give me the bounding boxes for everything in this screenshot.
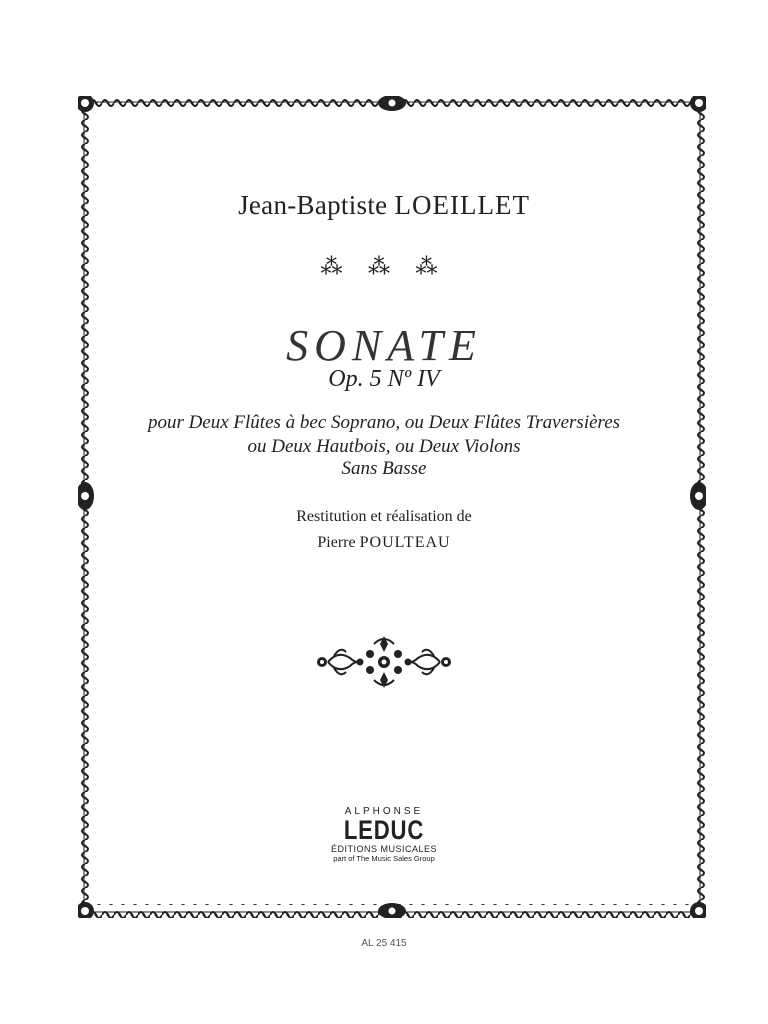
publisher-line-1: ALPHONSE: [344, 806, 424, 817]
publisher-line-4: part of The Music Sales Group: [333, 854, 435, 863]
floral-ornament-icon: [314, 632, 454, 697]
publisher-logo: LEDUC: [343, 815, 425, 845]
composer-last-name: LOEILLET: [394, 190, 530, 220]
instrumentation-line-2: ou Deux Hautbois, ou Deux Violons: [247, 436, 521, 457]
instrumentation-line-3: Sans Basse: [341, 458, 427, 479]
restitution-credit: Restitution et réalisation de: [296, 508, 472, 525]
arranger-name: [0, 534, 768, 552]
instrumentation-line-1: pour Deux Flûtes à bec Soprano, ou Deux Flûtes Traversières: [147, 412, 621, 433]
catalog-number: AL 25 415: [361, 938, 407, 949]
composer-first-name: Jean-Baptiste: [238, 190, 388, 220]
asterism-stars-icon: ⁂ ⁂ ⁂: [320, 254, 448, 279]
publisher-line-3: ÉDITIONS MUSICALES: [330, 844, 438, 854]
opus-number: Op. 5 Nº IV: [328, 366, 440, 392]
arranger-last-name: POULTEAU: [359, 534, 451, 551]
arranger-first-name: Pierre: [317, 534, 356, 551]
composer-name: [0, 190, 768, 221]
page-title: SONATE: [286, 321, 482, 370]
